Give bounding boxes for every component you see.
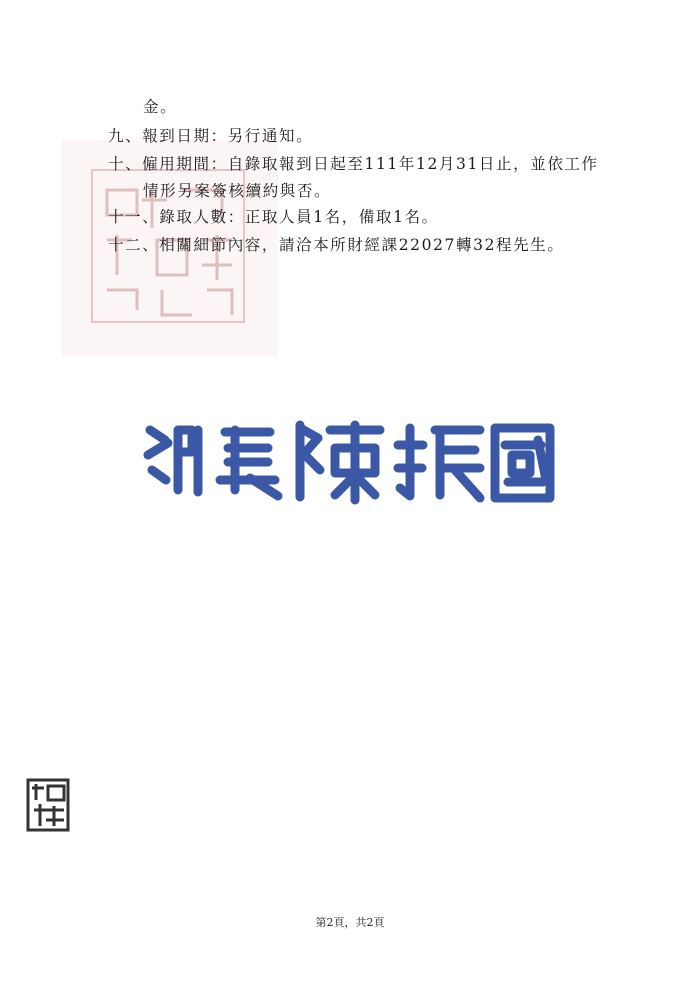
page-indicator: 第2頁，共2頁 xyxy=(315,916,385,929)
doc-line-1: 金。 xyxy=(143,98,178,116)
doc-line-6: 十二、相關細節內容，請洽本所財經課22027轉32程先生。 xyxy=(108,236,565,254)
corner-stamp-icon xyxy=(26,770,70,840)
doc-line-2: 九、報到日期：另行通知。 xyxy=(108,127,314,145)
official-signature-stamp xyxy=(140,410,560,510)
doc-line-3: 十、僱用期間：自錄取報到日起至111年12月31日止，並依工作 xyxy=(108,155,599,173)
doc-line-5: 十一、錄取人數：正取人員1名，備取1名。 xyxy=(108,208,439,226)
doc-line-4: 情形另案簽核續約與否。 xyxy=(143,182,332,200)
